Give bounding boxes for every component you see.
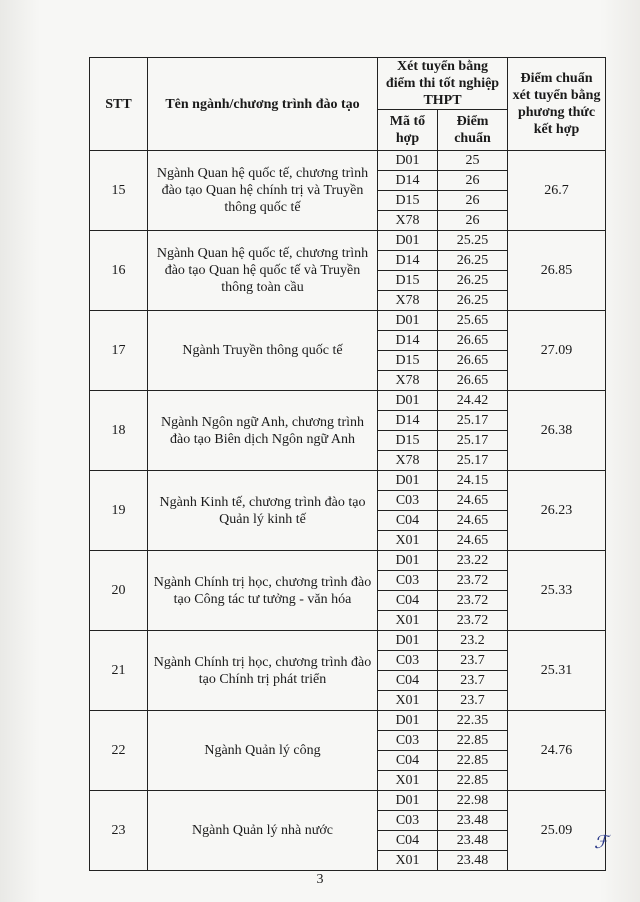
cutoff-score-cell: 25.25 — [438, 231, 508, 251]
combo-code-cell: D15 — [378, 351, 438, 371]
pen-mark: ℱ — [594, 832, 609, 852]
stt-cell: 23 — [90, 791, 148, 871]
combo-code-cell: C04 — [378, 831, 438, 851]
combined-score-cell: 25.33 — [508, 551, 606, 631]
table-row — [90, 391, 606, 411]
combined-score-cell: 26.7 — [508, 151, 606, 231]
combo-code-cell: C03 — [378, 811, 438, 831]
table-row — [90, 471, 606, 491]
combined-score-cell: 24.76 — [508, 711, 606, 791]
cutoff-score-cell: 26.65 — [438, 331, 508, 351]
program-cell: Ngành Quan hệ quốc tế, chương trình đào tạo Quan hệ chính trị và Truyền thông quốc tế — [148, 151, 378, 231]
cutoff-score-cell: 23.2 — [438, 631, 508, 651]
table-row — [90, 631, 606, 651]
cutoff-score-cell: 26 — [438, 191, 508, 211]
combo-code-cell: D14 — [378, 411, 438, 431]
header-stt: STT — [90, 58, 148, 151]
table-row — [90, 711, 606, 731]
cutoff-score-cell: 23.72 — [438, 591, 508, 611]
combo-code-cell: D15 — [378, 431, 438, 451]
cutoff-score-cell: 25.65 — [438, 311, 508, 331]
combo-code-cell: C03 — [378, 731, 438, 751]
cutoff-score-cell: 22.85 — [438, 731, 508, 751]
header-program: Tên ngành/chương trình đào tạo — [148, 58, 378, 151]
program-cell: Ngành Quản lý nhà nước — [148, 791, 378, 871]
cutoff-score-cell: 26.25 — [438, 251, 508, 271]
combo-code-cell: D01 — [378, 151, 438, 171]
cutoff-score-cell: 26 — [438, 171, 508, 191]
combo-code-cell: C04 — [378, 591, 438, 611]
stt-cell: 21 — [90, 631, 148, 711]
cutoff-score-cell: 23.72 — [438, 571, 508, 591]
combo-code-cell: D01 — [378, 551, 438, 571]
cutoff-score-cell: 23.72 — [438, 611, 508, 631]
combo-code-cell: X01 — [378, 531, 438, 551]
combo-code-cell: D01 — [378, 231, 438, 251]
combo-code-cell: D14 — [378, 251, 438, 271]
combined-score-cell: 27.09 — [508, 311, 606, 391]
combo-code-cell: X01 — [378, 691, 438, 711]
stt-cell: 17 — [90, 311, 148, 391]
combo-code-cell: D15 — [378, 271, 438, 291]
combo-code-cell: D01 — [378, 711, 438, 731]
cutoff-score-cell: 25 — [438, 151, 508, 171]
cutoff-score-cell: 26.65 — [438, 371, 508, 391]
program-cell: Ngành Quản lý công — [148, 711, 378, 791]
cutoff-score-cell: 24.65 — [438, 531, 508, 551]
combo-code-cell: D01 — [378, 631, 438, 651]
stt-cell: 22 — [90, 711, 148, 791]
combo-code-cell: X01 — [378, 851, 438, 871]
combo-code-cell: C04 — [378, 671, 438, 691]
cutoff-score-cell: 22.85 — [438, 771, 508, 791]
combo-code-cell: D01 — [378, 791, 438, 811]
table-row — [90, 311, 606, 331]
combo-code-cell: X78 — [378, 291, 438, 311]
combo-code-cell: D14 — [378, 331, 438, 351]
table-row — [90, 791, 606, 811]
program-cell: Ngành Chính trị học, chương trình đào tạo Công tác tư tưởng - văn hóa — [148, 551, 378, 631]
cutoff-score-cell: 23.48 — [438, 831, 508, 851]
table-row — [90, 551, 606, 571]
admission-scores-table — [89, 57, 609, 871]
combo-code-cell: X78 — [378, 371, 438, 391]
combo-code-cell: D01 — [378, 311, 438, 331]
header-cutoff-score: Điểm chuẩn — [438, 110, 508, 151]
cutoff-score-cell: 25.17 — [438, 411, 508, 431]
program-cell: Ngành Quan hệ quốc tế, chương trình đào tạo Quan hệ quốc tế và Truyền thông toàn cầu — [148, 231, 378, 311]
stt-cell: 19 — [90, 471, 148, 551]
combo-code-cell: X01 — [378, 771, 438, 791]
cutoff-score-cell: 23.48 — [438, 851, 508, 871]
combined-score-cell: 26.85 — [508, 231, 606, 311]
combo-code-cell: C03 — [378, 571, 438, 591]
combo-code-cell: C03 — [378, 491, 438, 511]
page-number: 3 — [316, 872, 324, 887]
cutoff-score-cell: 25.17 — [438, 451, 508, 471]
combo-code-cell: D14 — [378, 171, 438, 191]
combo-code-cell: D15 — [378, 191, 438, 211]
cutoff-score-cell: 24.42 — [438, 391, 508, 411]
stt-cell: 15 — [90, 151, 148, 231]
header-thpt-group: Xét tuyển bằng điểm thi tốt nghiệp THPT — [378, 58, 508, 110]
combo-code-cell: X78 — [378, 211, 438, 231]
program-cell: Ngành Ngôn ngữ Anh, chương trình đào tạo Biên dịch Ngôn ngữ Anh — [148, 391, 378, 471]
combined-score-cell: 25.31 — [508, 631, 606, 711]
cutoff-score-cell: 26.25 — [438, 271, 508, 291]
combined-score-cell: 26.23 — [508, 471, 606, 551]
table-row — [90, 151, 606, 171]
cutoff-score-cell: 24.65 — [438, 491, 508, 511]
cutoff-score-cell: 22.85 — [438, 751, 508, 771]
cutoff-score-cell: 24.15 — [438, 471, 508, 491]
cutoff-score-cell: 23.48 — [438, 811, 508, 831]
cutoff-score-cell: 23.7 — [438, 651, 508, 671]
cutoff-score-cell: 26 — [438, 211, 508, 231]
stt-cell: 16 — [90, 231, 148, 311]
table-body — [90, 151, 609, 871]
cutoff-score-cell: 22.35 — [438, 711, 508, 731]
combo-code-cell: D01 — [378, 391, 438, 411]
combined-score-cell: 25.09 — [508, 791, 606, 871]
program-cell: Ngành Kinh tế, chương trình đào tạo Quản lý kinh tế — [148, 471, 378, 551]
combined-score-cell: 26.38 — [508, 391, 606, 471]
header-combo-code: Mã tổ hợp — [378, 110, 438, 151]
cutoff-score-cell: 23.7 — [438, 671, 508, 691]
stt-cell: 20 — [90, 551, 148, 631]
header-combined-score: Điểm chuẩn xét tuyển bằng phương thức kết hợp — [508, 58, 606, 151]
stt-cell: 18 — [90, 391, 148, 471]
cutoff-score-cell: 24.65 — [438, 511, 508, 531]
program-cell: Ngành Chính trị học, chương trình đào tạo Chính trị phát triển — [148, 631, 378, 711]
combo-code-cell: C04 — [378, 511, 438, 531]
cutoff-score-cell: 26.65 — [438, 351, 508, 371]
table-row — [90, 231, 606, 251]
cutoff-score-cell: 23.7 — [438, 691, 508, 711]
cutoff-score-cell: 25.17 — [438, 431, 508, 451]
combo-code-cell: X78 — [378, 451, 438, 471]
cutoff-score-cell: 26.25 — [438, 291, 508, 311]
cutoff-score-cell: 23.22 — [438, 551, 508, 571]
combo-code-cell: X01 — [378, 611, 438, 631]
combo-code-cell: C03 — [378, 651, 438, 671]
combo-code-cell: C04 — [378, 751, 438, 771]
program-cell: Ngành Truyền thông quốc tế — [148, 311, 378, 391]
cutoff-score-cell: 22.98 — [438, 791, 508, 811]
combo-code-cell: D01 — [378, 471, 438, 491]
